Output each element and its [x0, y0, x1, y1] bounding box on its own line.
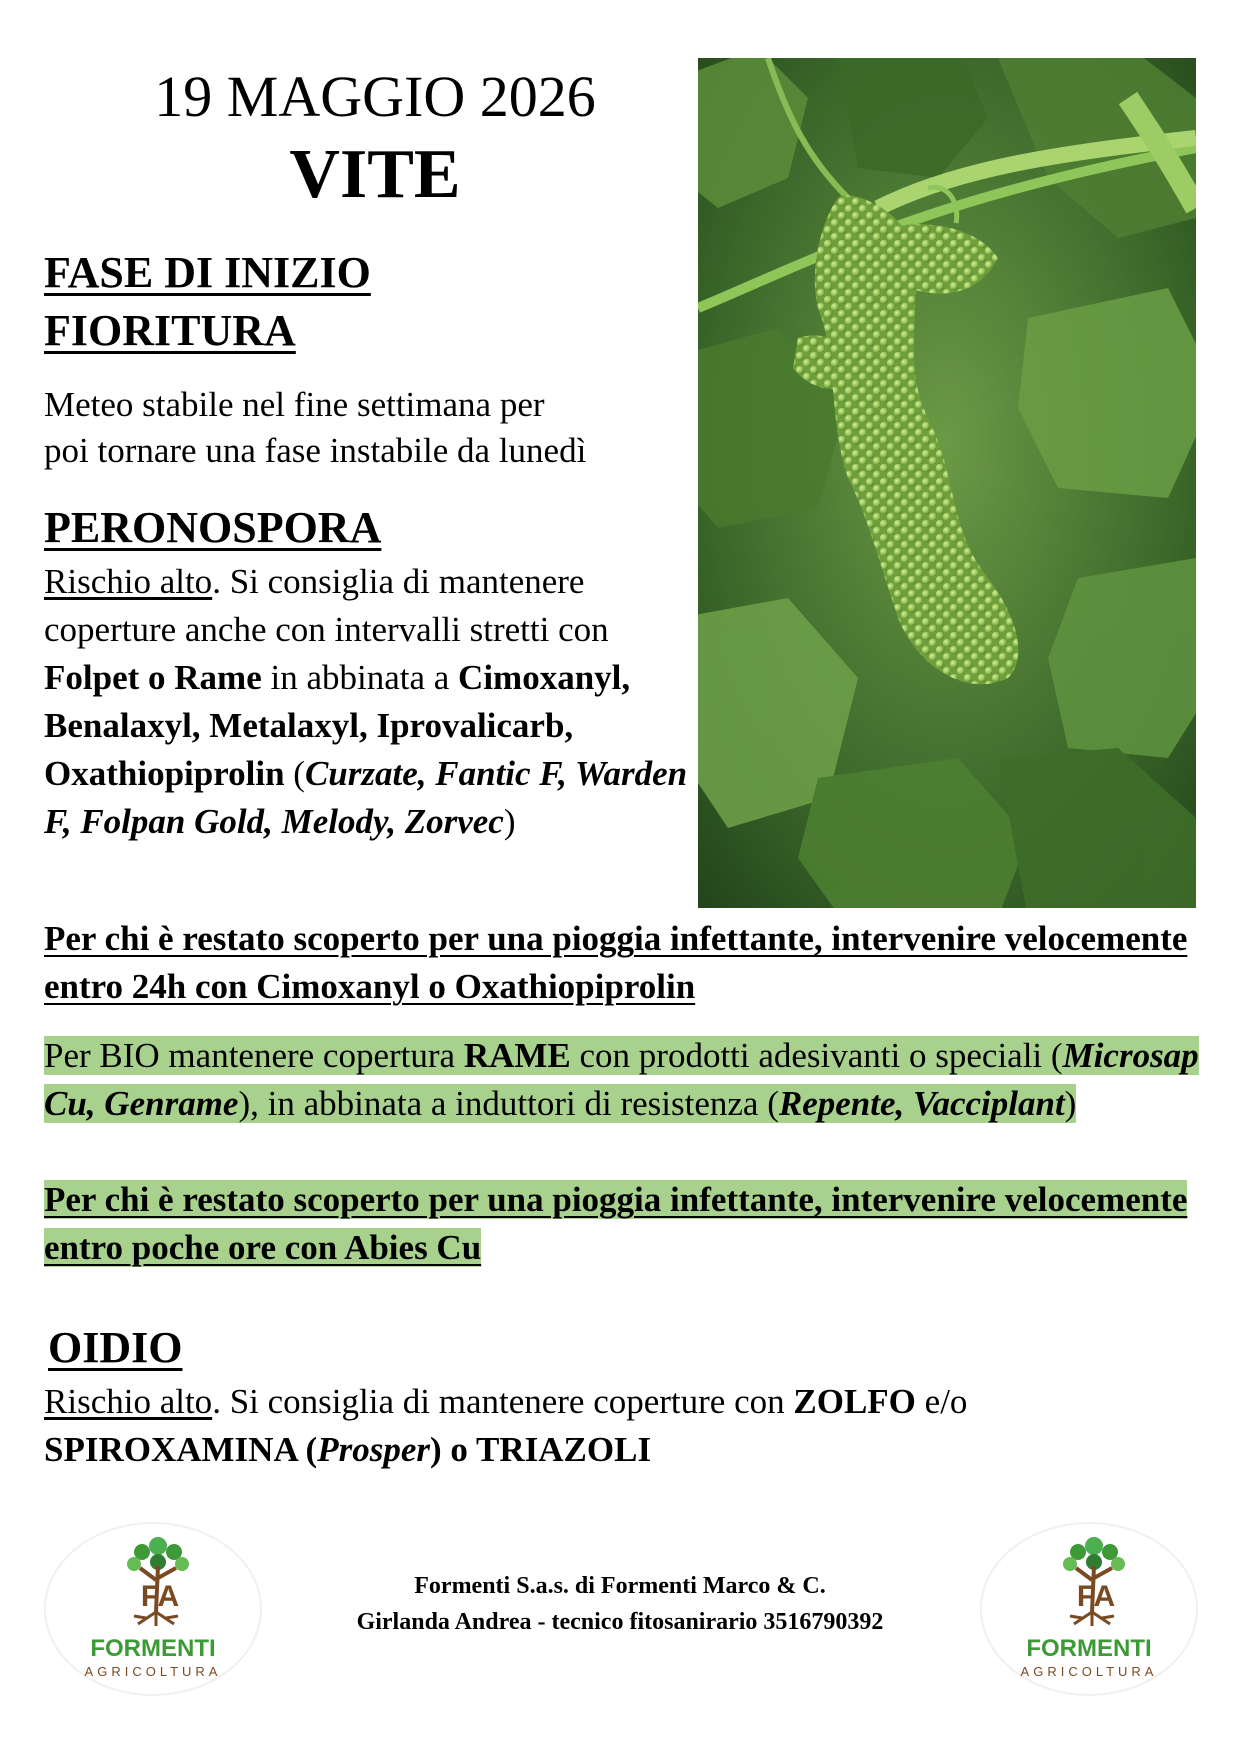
footer-company: Formenti S.a.s. di Formenti Marco & C.	[414, 1573, 826, 1599]
bio-t1: Per BIO mantenere copertura	[44, 1036, 464, 1075]
oidio-t2: e/o	[915, 1382, 968, 1421]
logo-sub-left: AGRICOLTURA	[84, 1664, 222, 1679]
bio-products-2: Repente, Vacciplant	[778, 1084, 1065, 1123]
peronospora-text	[44, 558, 699, 846]
bio-t3: ), in abbinata a induttori di resistenza (	[238, 1084, 779, 1123]
footer	[280, 1568, 960, 1640]
bio-products-1: Microsap Cu, Genrame	[44, 1036, 1199, 1123]
logo-name-left: FORMENTI	[90, 1635, 216, 1662]
bio-rame: RAME	[463, 1036, 571, 1075]
crop-title: VITE	[289, 136, 461, 213]
peronospora-heading: PERONOSPORA	[44, 503, 382, 552]
grape-flower-cluster-photo	[698, 58, 1196, 908]
peronospora-warning: Per chi è restato scoperto per una pioggia infettante, intervenire velocemente entro 24h con Cimoxanyl o Oxathiopiprolin	[44, 919, 1188, 1006]
bio-t4: )	[1064, 1084, 1077, 1123]
meteo-line-1: Meteo stabile nel fine settimana per	[44, 385, 545, 424]
oidio-t1: . Si consiglia di mantenere coperture con	[212, 1382, 794, 1421]
peronospora-actives: Cimoxanyl, Benalaxyl, Metalaxyl, Iprovalicarb, Oxathiopiprolin	[44, 658, 631, 793]
formenti-logo-right	[978, 1520, 1200, 1698]
oidio-prosper: Prosper	[317, 1430, 430, 1469]
peronospora-paren-close: )	[503, 802, 516, 841]
oidio-text	[44, 1378, 1224, 1474]
phase-line-2: FIORITURA	[44, 306, 296, 355]
logo-monogram-left: FA	[140, 1580, 180, 1613]
logo-monogram-right: FA	[1076, 1580, 1116, 1613]
peronospora-paren-open: (	[284, 754, 305, 793]
oidio-heading: OIDIO	[48, 1323, 183, 1372]
phase-line-1: FASE DI INIZIO	[44, 248, 371, 297]
oidio-risk: Rischio alto	[44, 1382, 213, 1421]
bio-t2: con prodotti adesivanti o speciali (	[570, 1036, 1063, 1075]
peronospora-risk: Rischio alto	[44, 562, 213, 601]
oidio-spiroxamina: SPIROXAMINA	[44, 1430, 297, 1469]
oidio-t4: ) o	[429, 1430, 477, 1469]
oidio-triazoli: TRIAZOLI	[476, 1430, 652, 1469]
bio-text	[44, 1032, 1224, 1128]
peronospora-b1: Folpet o Rame	[44, 658, 262, 697]
formenti-logo-left	[42, 1520, 264, 1698]
bio-warning	[44, 1176, 1224, 1272]
peronospora-t1: . Si consiglia di mantenere coperture anche con intervalli stretti con	[44, 562, 609, 649]
phase-heading	[44, 244, 371, 360]
logo-sub-right: AGRICOLTURA	[1020, 1664, 1158, 1679]
logo-name-right: FORMENTI	[1026, 1635, 1152, 1662]
meteo-text	[44, 382, 694, 474]
bio-warning-text: Per chi è restato scoperto per una pioggia infettante, intervenire velocemente entro poche ore con Abies Cu	[44, 1180, 1188, 1267]
peronospora-products: Curzate, Fantic F, Warden F, Folpan Gold, Melody, Zorvec	[44, 754, 688, 841]
oidio-t3: (	[296, 1430, 318, 1469]
peronospora-t2: in abbinata a	[261, 658, 459, 697]
bulletin-date: 19 MAGGIO 2026	[154, 64, 596, 129]
oidio-zolfo: ZOLFO	[793, 1382, 916, 1421]
footer-technician: Girlanda Andrea - tecnico fitosanirario 3516790392	[356, 1609, 884, 1635]
meteo-line-2: poi tornare una fase instabile da lunedì	[44, 431, 587, 470]
